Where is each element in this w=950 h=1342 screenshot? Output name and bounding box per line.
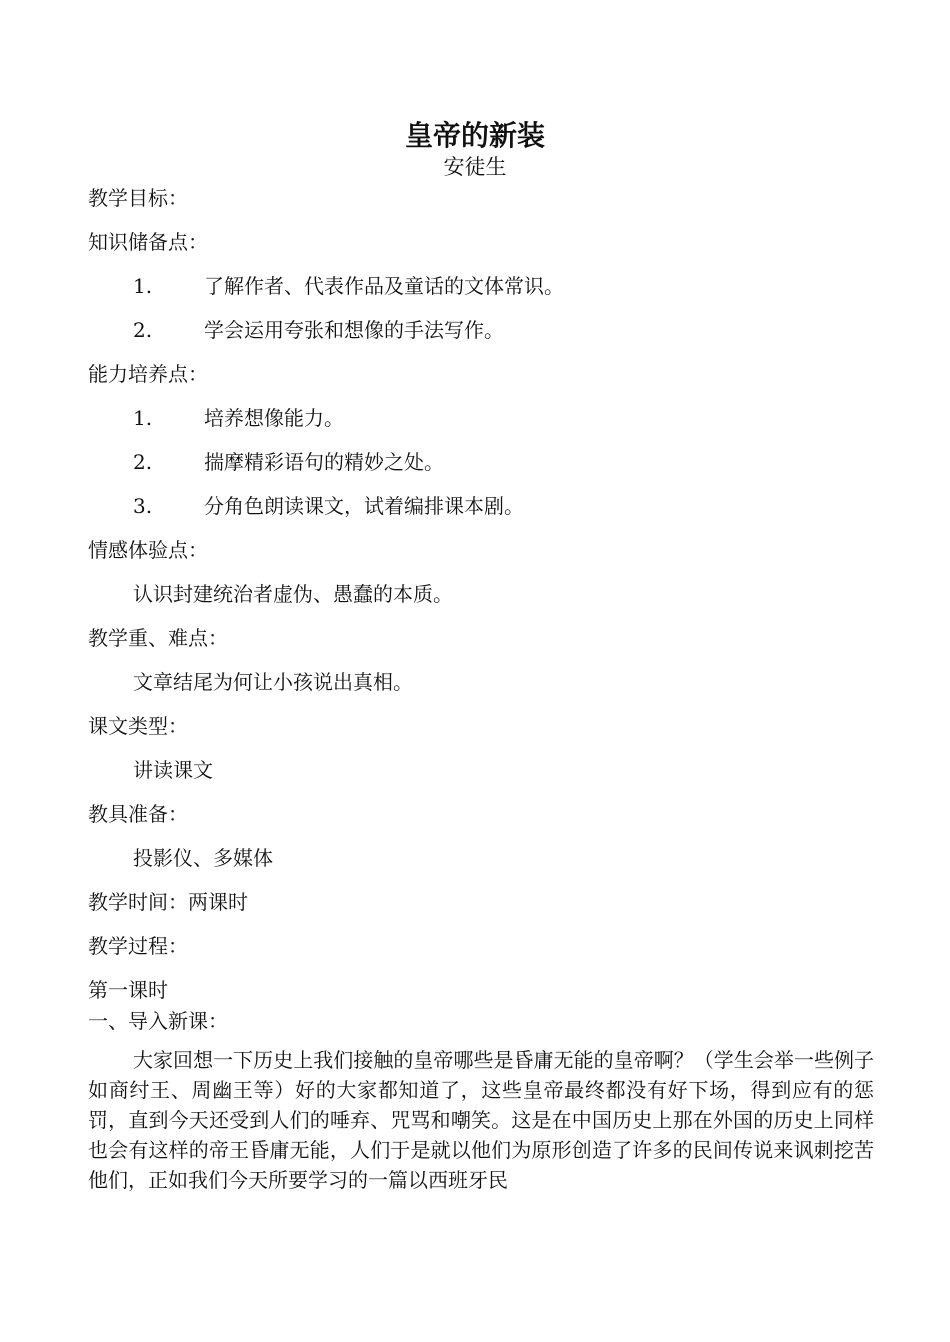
document-title: 皇帝的新装 — [404, 119, 545, 152]
ability-heading: 能力培养点： — [88, 362, 208, 386]
lesson-one-label: 第一课时 — [88, 978, 168, 1002]
ability-item-2-text: 揣摩精彩语句的精妙之处。 — [204, 450, 444, 474]
lesson-type-heading: 课文类型： — [88, 714, 188, 738]
intro-heading: 一、导入新课： — [88, 1009, 228, 1033]
knowledge-item-2-text: 学会运用夸张和想像的手法写作。 — [204, 318, 504, 342]
knowledge-item-1-number: 1. — [133, 274, 153, 298]
document-author: 安徒生 — [443, 155, 507, 179]
teaching-process-heading: 教学过程： — [88, 934, 188, 958]
ability-item-2-number: 2. — [133, 450, 153, 474]
intro-paragraph: 大家回想一下历史上我们接触的皇帝哪些是昏庸无能的皇帝啊？（学生会举一些例子如商纣王、周幽王等）好的大家都知道了，这些皇帝最终都没有好下场，得到应有的惩罚，直到今天还受到人们的唾弃、咒骂和嘲笑。这是在中国历史上那在外国的历史上同样也会有这样的帝王昏庸无能，人们于是就以他们为原形创造了许多的民间传说来讽刺挖苦他们，正如我们今天所要学习的一篇以西班牙民 — [88, 1048, 874, 1192]
emotion-heading: 情感体验点： — [88, 538, 208, 562]
key-points-text: 文章结尾为何让小孩说出真相。 — [133, 670, 413, 694]
teaching-tools-text: 投影仪、多媒体 — [133, 846, 273, 870]
ability-item-3-number: 3. — [133, 494, 153, 518]
key-points-heading: 教学重、难点： — [88, 626, 228, 650]
knowledge-heading: 知识储备点： — [88, 230, 208, 254]
ability-item-3-text: 分角色朗读课文，试着编排课本剧。 — [204, 494, 524, 518]
teaching-tools-heading: 教具准备： — [88, 802, 188, 826]
knowledge-item-1-text: 了解作者、代表作品及童话的文体常识。 — [204, 274, 564, 298]
goal-heading: 教学目标： — [88, 186, 188, 210]
knowledge-item-2-number: 2. — [133, 318, 153, 342]
lesson-type-text: 讲读课文 — [133, 758, 213, 782]
ability-item-1-number: 1. — [133, 406, 153, 430]
ability-item-1-text: 培养想像能力。 — [204, 406, 344, 430]
teaching-time: 教学时间：两课时 — [88, 890, 248, 914]
emotion-text: 认识封建统治者虚伪、愚蠢的本质。 — [133, 582, 453, 606]
